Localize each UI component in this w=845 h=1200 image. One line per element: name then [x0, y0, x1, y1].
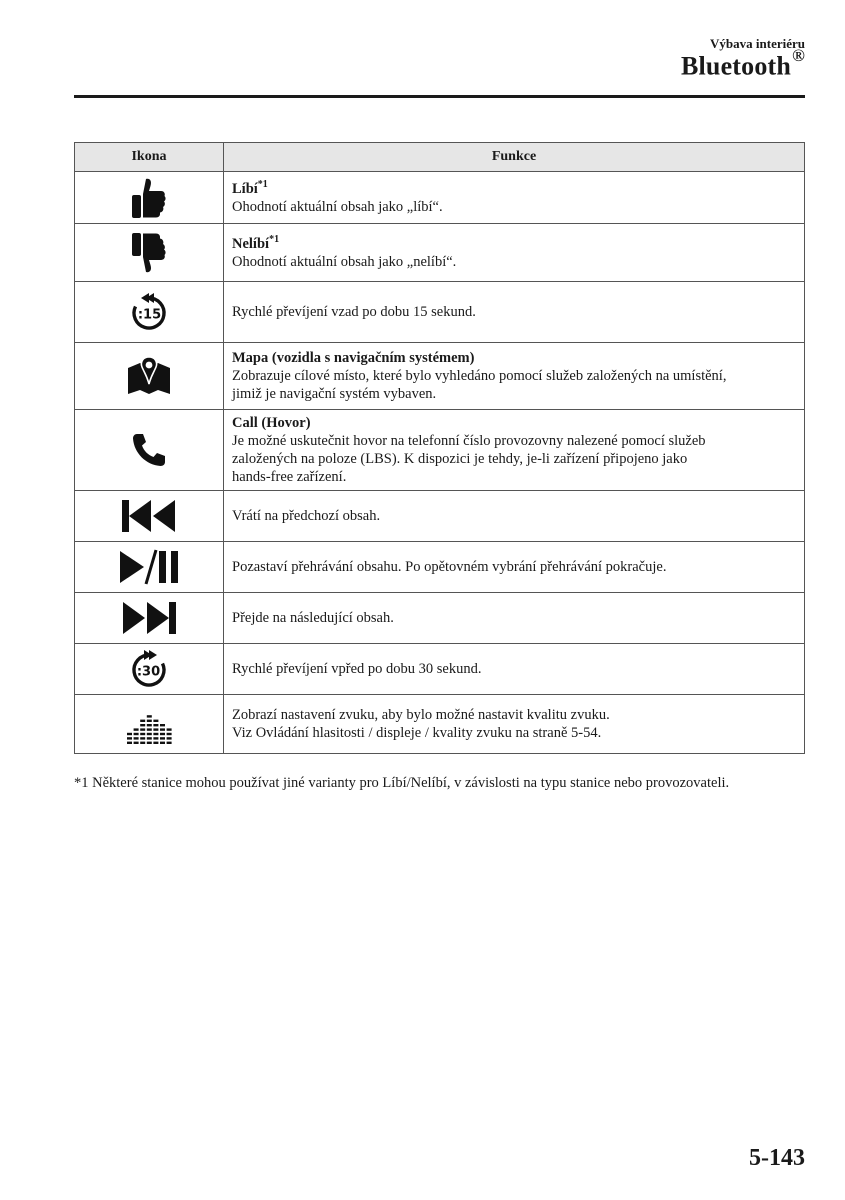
icon-cell — [75, 224, 224, 282]
row-description-line: založených na poloze (LBS). K dispozici je tehdy, je-li zařízení připojeno jako — [232, 451, 688, 467]
page-title-text: Bluetooth — [680, 51, 792, 81]
row-description: Rychlé převíjení vpřed po dobu 30 sekund. — [232, 661, 482, 677]
skip-previous-icon — [120, 498, 178, 534]
forward-30-icon — [128, 648, 170, 690]
function-cell — [224, 343, 805, 410]
column-header-function: Funkce — [224, 143, 805, 172]
icon-cell — [75, 282, 224, 343]
icon-cell — [75, 542, 224, 593]
row-description-line: hands-free zařízení. — [232, 469, 347, 485]
icon-cell — [75, 593, 224, 644]
phone-icon — [129, 430, 169, 470]
registered-mark: ® — [792, 46, 805, 65]
table-row — [75, 343, 805, 410]
row-title: Mapa (vozidla s navigačním systémem) — [232, 350, 475, 366]
row-title — [232, 180, 796, 198]
table-row — [75, 491, 805, 542]
row-description: Pozastaví přehrávání obsahu. Po opětovném vybrání přehrávání pokračuje. — [232, 559, 667, 575]
row-description-line: Je možné uskutečnit hovor na telefonní číslo provozovny nalezené pomocí služeb — [232, 433, 706, 449]
footnote-mark: *1 — [257, 178, 268, 190]
function-cell — [224, 542, 805, 593]
icon-cell — [75, 491, 224, 542]
icon-cell — [75, 172, 224, 224]
header-rule — [74, 95, 805, 98]
function-cell — [224, 172, 805, 224]
table-row — [75, 542, 805, 593]
forward-30-label: :30 — [136, 664, 161, 680]
section-title: Výbava interiéru — [710, 36, 805, 51]
icon-cell — [75, 644, 224, 695]
icon-cell — [75, 695, 224, 754]
table-row — [75, 224, 805, 282]
footnote: *1 Některé stanice mohou používat jiné varianty pro Líbí/Nelíbí, v závislosti na typu stanice nebo provozovateli. — [74, 775, 730, 791]
page-number: 5-143 — [749, 1145, 805, 1171]
function-cell — [224, 410, 805, 491]
row-description: Vrátí na předchozí obsah. — [232, 508, 381, 524]
function-cell — [224, 593, 805, 644]
function-cell — [224, 282, 805, 343]
row-description-line: Zobrazí nastavení zvuku, aby bylo možné nastavit kvalitu zvuku. — [232, 707, 610, 723]
table-row — [75, 695, 805, 754]
function-cell — [224, 224, 805, 282]
table-row — [75, 644, 805, 695]
skip-next-icon — [120, 600, 178, 636]
row-description-line: Zobrazuje cílové místo, které bylo vyhledáno pomocí služeb založených na umístění, — [232, 368, 727, 384]
function-table — [74, 142, 805, 754]
row-title — [232, 235, 796, 253]
table-row — [75, 410, 805, 491]
icon-cell — [75, 343, 224, 410]
footnote-mark: *1 — [269, 233, 280, 245]
function-cell — [224, 491, 805, 542]
row-description: Ohodnotí aktuální obsah jako „líbí“. — [232, 198, 443, 215]
row-description: Ohodnotí aktuální obsah jako „nelíbí“. — [232, 253, 457, 270]
function-cell — [224, 695, 805, 754]
table-row — [75, 282, 805, 343]
thumbs-up-icon — [129, 176, 169, 220]
table-header-row — [75, 143, 805, 172]
row-description-line: Viz Ovládání hlasitosti / displeje / kvality zvuku na straně 5-54. — [232, 725, 602, 741]
row-title: Call (Hovor) — [232, 415, 311, 431]
map-pin-icon — [125, 354, 173, 398]
icon-cell — [75, 410, 224, 491]
row-title-text: Líbí — [232, 180, 258, 197]
page-title — [680, 46, 805, 82]
row-description-line: jimiž je navigační systém vybaven. — [232, 386, 437, 402]
table-row — [75, 172, 805, 224]
row-description: Přejde na následující obsah. — [232, 610, 394, 626]
row-description: Rychlé převíjení vzad po dobu 15 sekund. — [232, 304, 476, 320]
equalizer-icon — [125, 702, 173, 746]
thumbs-down-icon — [129, 231, 169, 275]
row-title-text: Nelíbí — [232, 235, 270, 252]
function-cell — [224, 644, 805, 695]
table-row — [75, 593, 805, 644]
play-pause-icon — [118, 548, 180, 586]
rewind-15-icon — [128, 291, 170, 333]
column-header-icon: Ikona — [75, 143, 224, 172]
rewind-15-label: :15 — [137, 307, 162, 323]
